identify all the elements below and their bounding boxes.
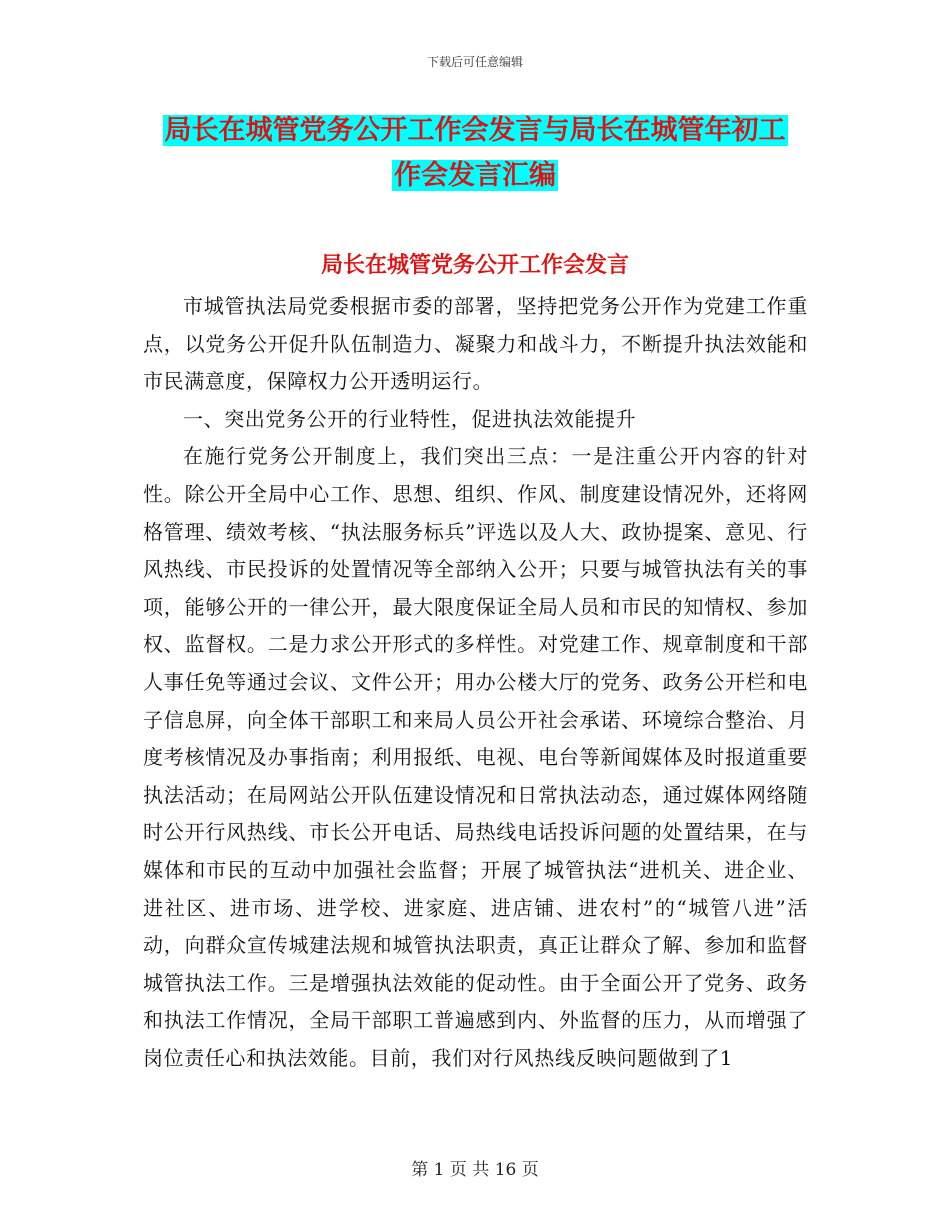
header-note: 下载后可任意编辑	[426, 55, 523, 69]
paragraph-heading-1: 一、突出党务公开的行业特性，促进执法效能提升	[183, 406, 637, 431]
document-title	[130, 108, 820, 198]
document-title-line-1: 局长在城管党务公开工作会发言与局长在城管年初工	[164, 115, 786, 146]
paragraph-main: 在施行党务公开制度上，我们突出三点：一是注重公开内容的针对性。除公开全局中心工作、思想、组织、作风、制度建设情况外，还将网格管理、绩效考核、“执法服务标兵”评选以及人大、政协提案、意见、行风热线、市民投诉的处置情况等全部纳入公开；只要与城管执法有关的事项，能够公开的一律公开，最大限度保证全局人员和市民的知情权、参加权、监督权。二是力求公开形式的多样性。对党建工作、规章制度和干部人事任免等通过会议、文件公开；用办公楼大厅的党务、政务公开栏和电子信息屏，向全体干部职工和来局人员公开社会承诺、环境综合整治、月度考核情况及办事指南；利用报纸、电视、电台等新闻媒体及时报道重要执法活动；在局网站公开队伍建设情况和日常执法动态，通过媒体网络随时公开行风热线、市长公开电话、局热线电话投诉问题的处置结果，在与媒体和市民的互动中加强社会监督；开展了城管执法“进机关、进企业、进社区、进市场、进学校、进家庭、进店铺、进农村”的“城管八进”活动，向群众宣传城建法规和城管执法职责，真正让群众了解、参加和监督城管执法工作。三是增强执法效能的促动性。由于全面公开了党务、政务和执法工作情况，全局干部职工普遍感到内、外监督的压力，从而增强了岗位责任心和执法效能。目前，我们对行风热线反映问题做到了1	[143, 444, 808, 1070]
page-number-footer: 第 1 页 共 16 页	[411, 1160, 539, 1180]
section-title: 局长在城管党务公开工作会发言	[320, 253, 629, 278]
document-body	[143, 288, 808, 1077]
document-title-line-2: 作会发言汇编	[394, 160, 556, 191]
paragraph-intro: 市城管执法局党委根据市委的部署，坚持把党务公开作为党建工作重点，以党务公开促升队伍制造力、凝聚力和战斗力，不断提升执法效能和市民满意度，保障权力公开透明运行。	[143, 294, 808, 394]
